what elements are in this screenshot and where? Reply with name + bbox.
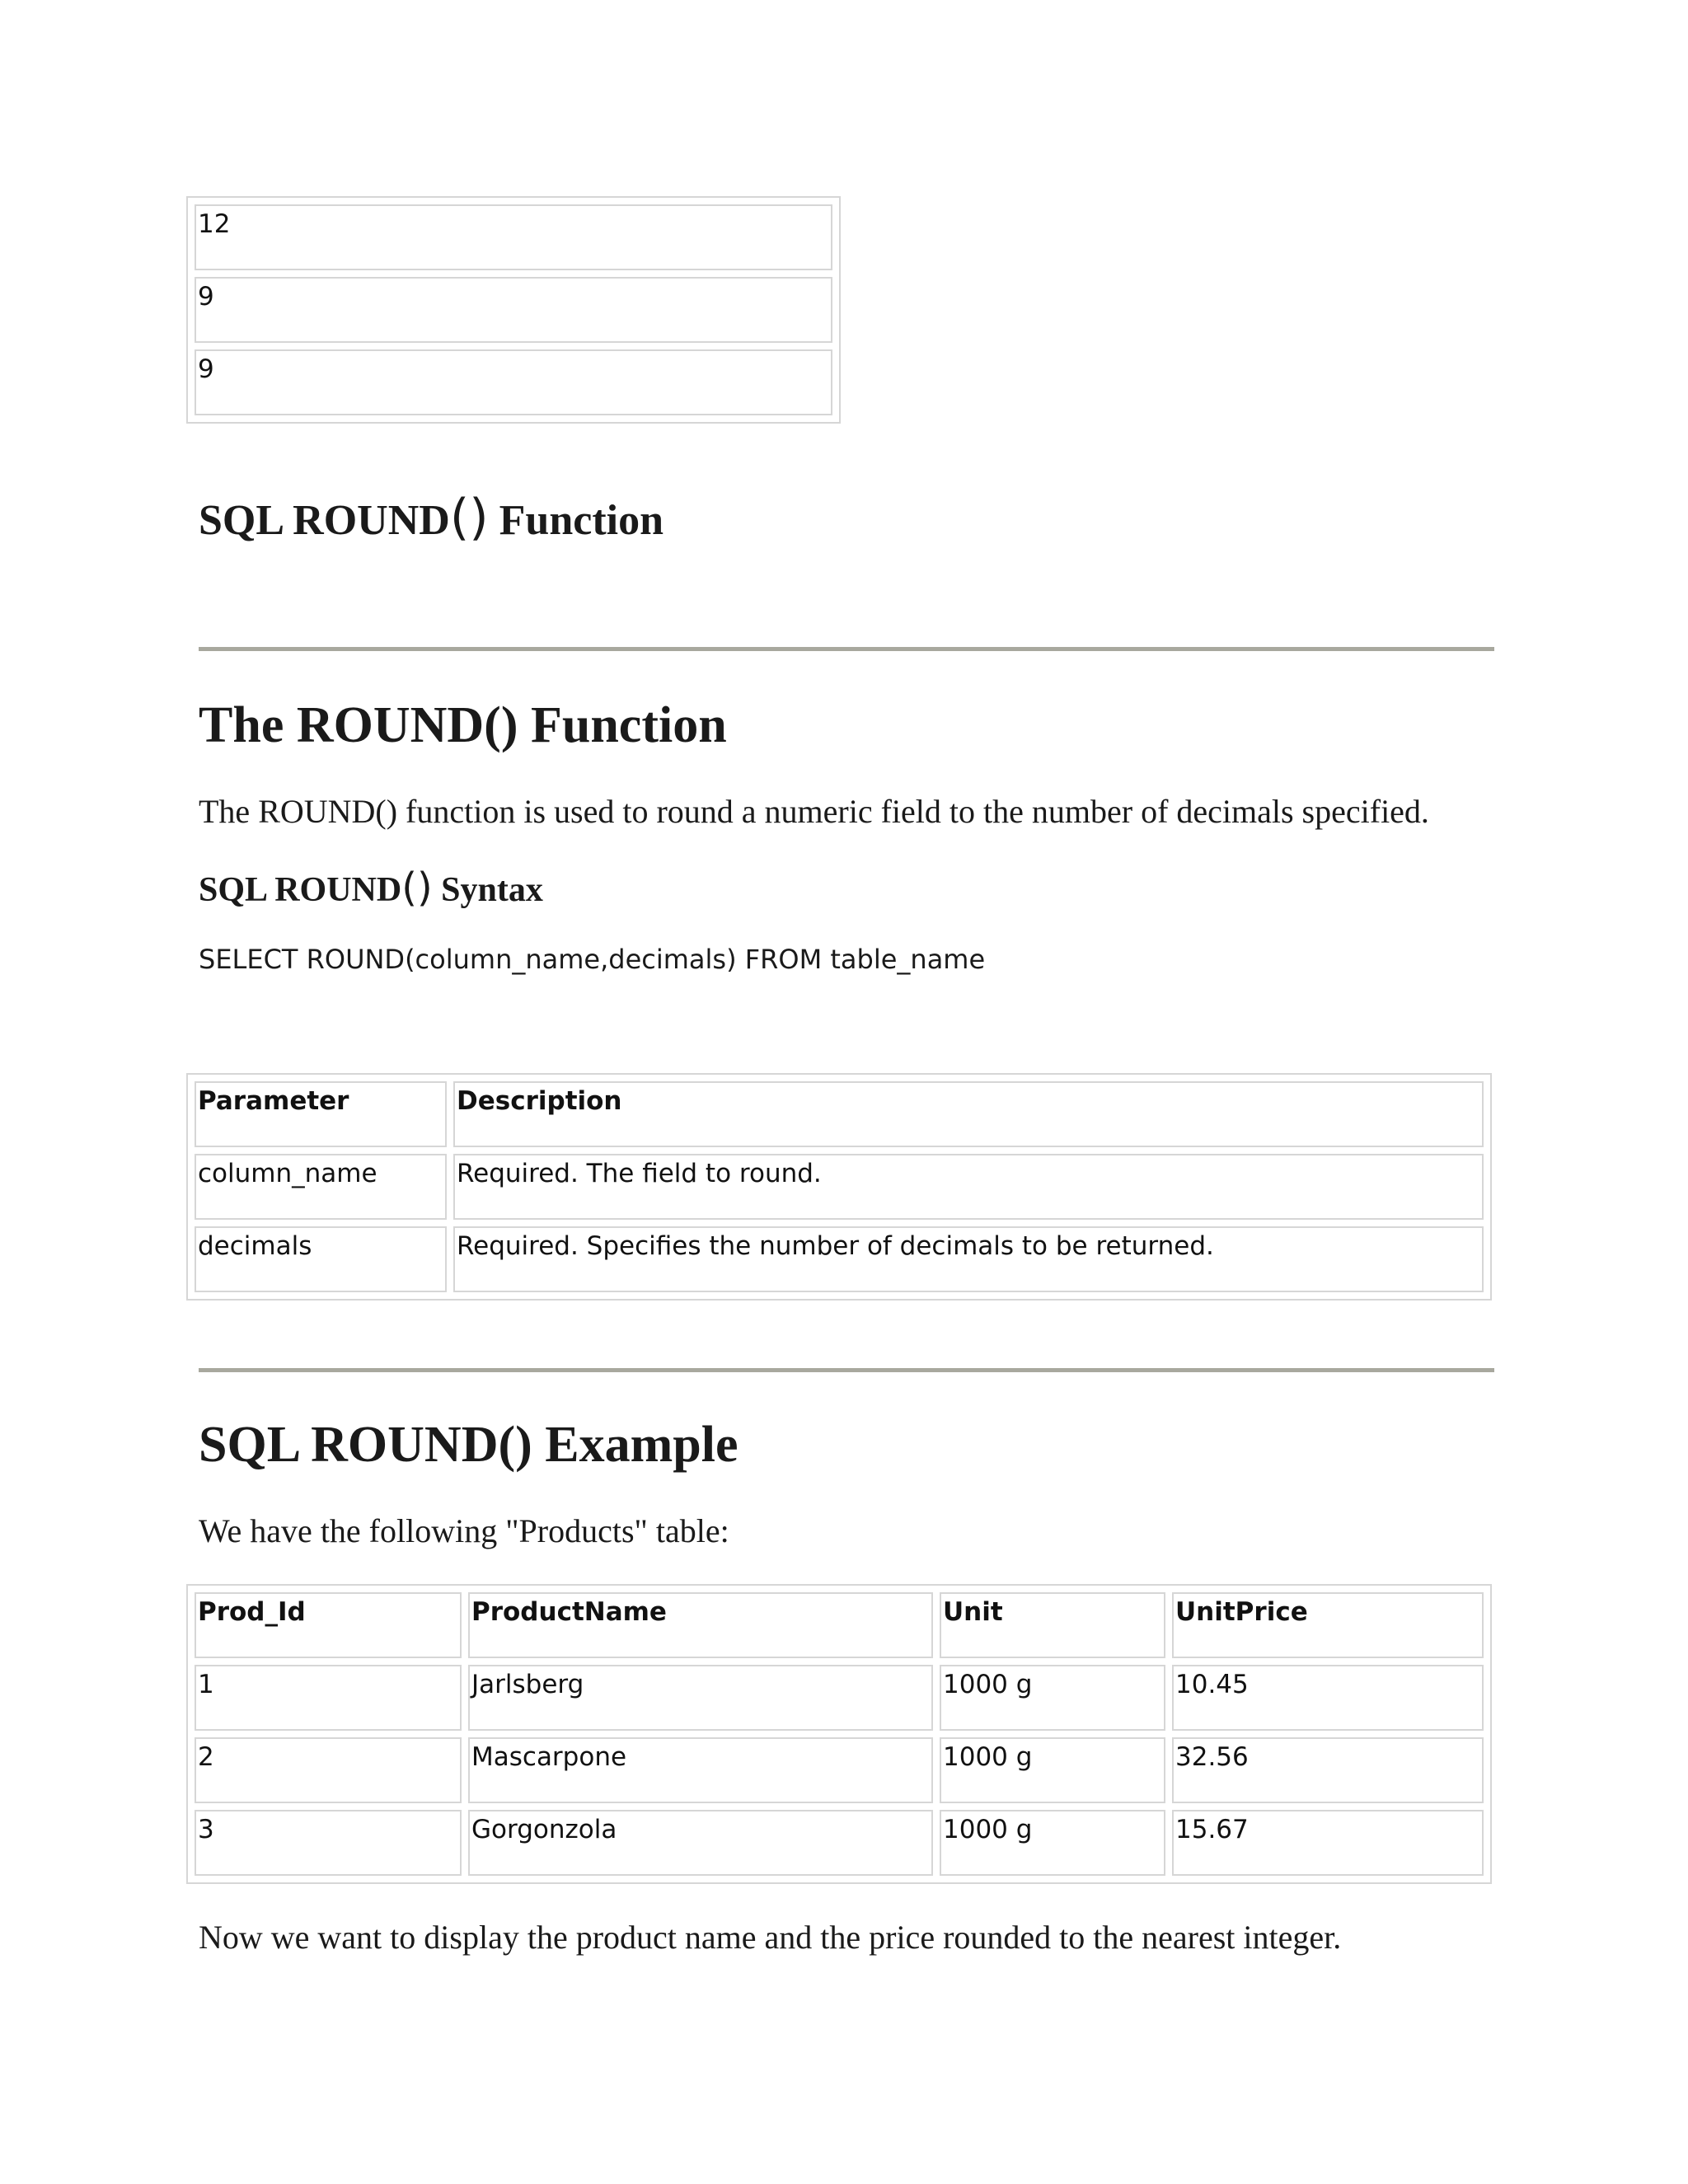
header-cell-unit: Unit [940, 1592, 1165, 1658]
syntax-heading [199, 867, 543, 911]
table-cell: 1000 g [940, 1665, 1165, 1731]
table-cell: 12 [195, 204, 832, 270]
table-cell: Jarlsberg [468, 1665, 933, 1731]
table-cell: decimals [195, 1226, 447, 1292]
table-cell: 1000 g [940, 1810, 1165, 1876]
table-header-row [195, 1081, 1484, 1147]
table-cell: Required. The field to round. [453, 1154, 1484, 1220]
syntax-heading-prefix: SQL ROUND [199, 871, 402, 909]
table-cell: 9 [195, 349, 832, 415]
table-row [195, 277, 832, 343]
table-row [195, 204, 832, 270]
example-intro: We have the following "Products" table: [199, 1512, 729, 1549]
header-cell-description: Description [453, 1081, 1484, 1147]
table-row [195, 349, 832, 415]
horizontal-rule [199, 647, 1494, 651]
section-title [199, 489, 664, 546]
table-cell: column_name [195, 1154, 447, 1220]
table-cell: 32.56 [1172, 1737, 1484, 1803]
header-cell-product-name: ProductName [468, 1592, 933, 1658]
syntax-code: SELECT ROUND(column_name,decimals) FROM table_name [199, 944, 986, 975]
syntax-heading-parens: () [401, 865, 433, 911]
round-function-heading: The ROUND() Function [199, 697, 727, 753]
table-cell: 10.45 [1172, 1665, 1484, 1731]
syntax-heading-suffix: Syntax [432, 871, 543, 909]
table-row [195, 1226, 1484, 1292]
parameters-table [186, 1073, 1492, 1301]
table-row [195, 1665, 1484, 1731]
table-cell: Mascarpone [468, 1737, 933, 1803]
example-outro: Now we want to display the product name and the price rounded to the nearest integer. [199, 1919, 1342, 1956]
section-title-parens: () [449, 489, 489, 546]
header-cell-parameter: Parameter [195, 1081, 447, 1147]
table-cell: 9 [195, 277, 832, 343]
header-cell-prod-id: Prod_Id [195, 1592, 462, 1658]
table-cell: Required. Specifies the number of decimals to be returned. [453, 1226, 1484, 1292]
table-header-row [195, 1592, 1484, 1658]
table-cell: 3 [195, 1810, 462, 1876]
header-cell-unit-price: UnitPrice [1172, 1592, 1484, 1658]
products-table [186, 1584, 1492, 1884]
table-row [195, 1737, 1484, 1803]
table-row [195, 1810, 1484, 1876]
table-row [195, 1154, 1484, 1220]
table-cell: 1 [195, 1665, 462, 1731]
section-title-suffix: Function [488, 497, 664, 544]
table-cell: Gorgonzola [468, 1810, 933, 1876]
section-title-prefix: SQL ROUND [199, 497, 450, 544]
table-cell: 1000 g [940, 1737, 1165, 1803]
horizontal-rule [199, 1368, 1494, 1372]
example-heading: SQL ROUND() Example [199, 1417, 738, 1473]
round-function-description: The ROUND() function is used to round a numeric field to the number of decimals specified. [199, 793, 1429, 830]
table-cell: 15.67 [1172, 1810, 1484, 1876]
result-table [186, 196, 841, 424]
table-cell: 2 [195, 1737, 462, 1803]
